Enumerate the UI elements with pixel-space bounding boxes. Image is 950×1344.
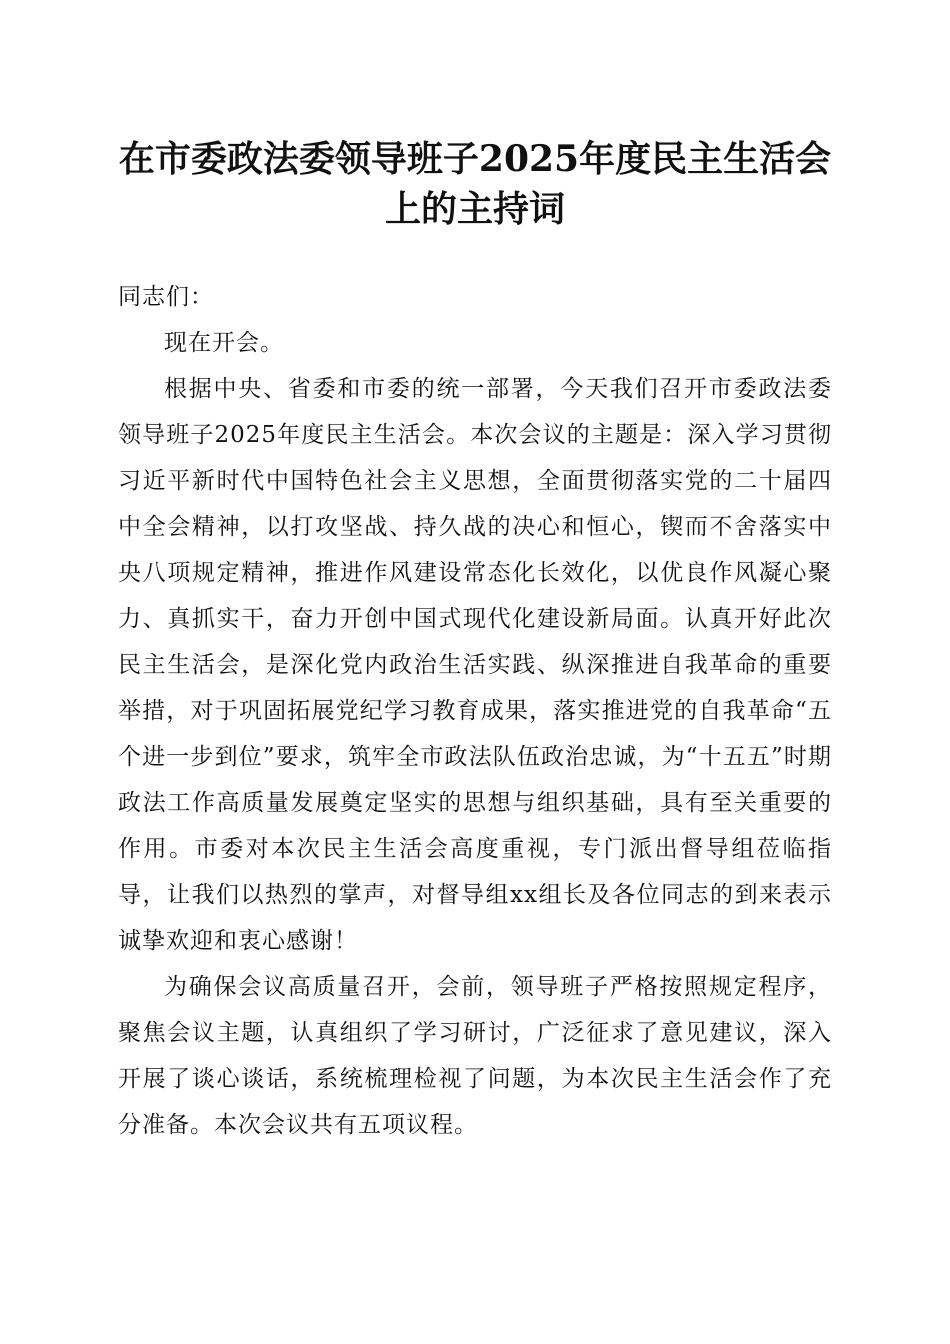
document-body — [118, 274, 832, 1148]
salutation: 同志们： — [118, 284, 214, 310]
title-line-2: 上的主持词 — [384, 188, 565, 230]
page-title — [118, 134, 832, 234]
paragraph-meeting-theme: 根据中央、省委和市委的统一部署，今天我们召开市委政法委领导班子2025年度民主生活会。本次会议的主题是：深入学习贯彻习近平新时代中国特色社会主义思想，全面贯彻落实党的二十届四中全会精神，以打攻坚战、持久战的决心和恒心，锲而不舍落实中央八项规定精神，推进作风建设常态化长效化，以优良作风凝心聚力、真抓实干，奋力开创中国式现代化建设新局面。认真开好此次民主生活会，是深化党内政治生活实践、纵深推进自我革命的重要举措，对于巩固拓展党纪学习教育成果，落实推进党的自我革命“五个进一步到位”要求，筑牢全市政法队伍政治忠诚，为“十五五”时期政法工作高质量发展奠定坚实的思想与组织基础，具有至关重要的作用。市委对本次民主生活会高度重视，专门派出督导组莅临指导，让我们以热烈的掌声，对督导组xx组长及各位同志的到来表示诚挚欢迎和衷心感谢！ — [118, 376, 832, 954]
title-line-1: 在市委政法委领导班子2025年度民主生活会 — [118, 138, 832, 180]
paragraph-preparation: 为确保会议高质量召开，会前，领导班子严格按照规定程序，聚焦会议主题，认真组织了学习研讨，广泛征求了意见建议，深入开展了谈心谈话，系统梳理检视了问题，为本次民主生活会作了充分准备。本次会议共有五项议程。 — [118, 974, 832, 1138]
paragraph-opening: 现在开会。 — [164, 330, 284, 356]
